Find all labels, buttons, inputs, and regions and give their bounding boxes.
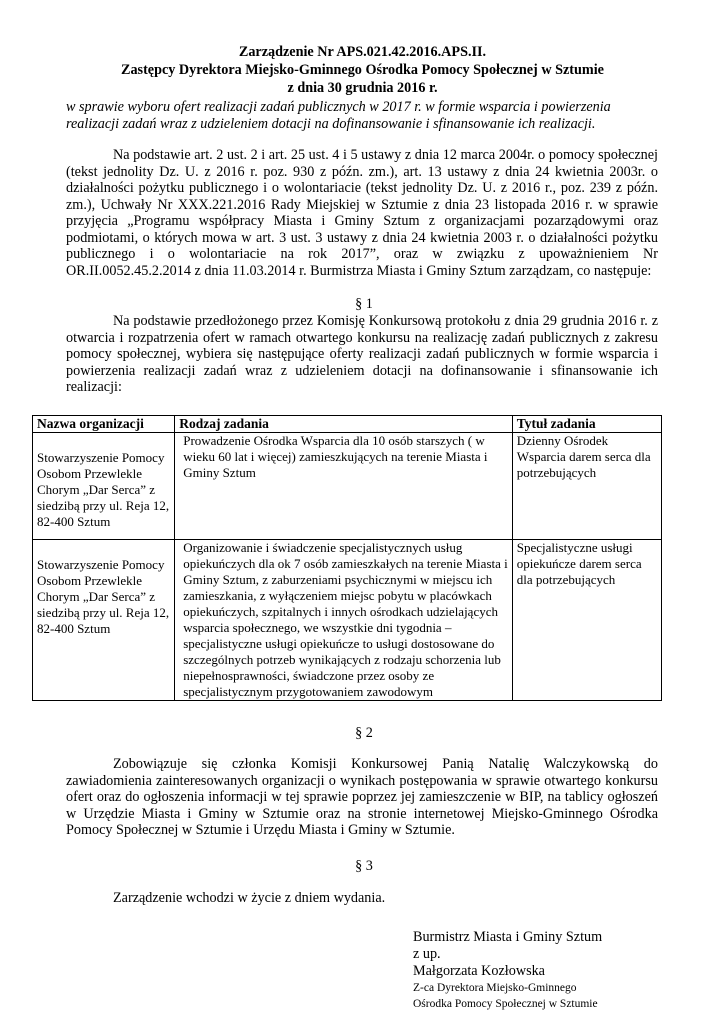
table-row xyxy=(33,540,662,701)
section-1-text: Na podstawie przedłożonego przez Komisję Konkursową protokołu z dnia 29 grudnia 2016 r. z otwarcia i rozpatrzenia ofert w ramach otwartego konkursu na realizację zadań publicznych z zakresu pomocy społecznej, wybiera się następujące oferty realizacji zadań publicznych w formie wsparcia i powierzenia realizacji zadań wraz z udzieleniem dotacji na dofinansowanie i sfinansowanie ich realizacji: xyxy=(66,313,658,395)
signature-authorization: z up. xyxy=(413,946,441,962)
task-type-cell: Prowadzenie Ośrodka Wsparcia dla 10 osób starszych ( w wieku 60 lat i więcej) zamieszkujących na terenie Miasta i Gminy Sztum xyxy=(175,433,513,540)
section-1-heading: § 1 xyxy=(355,296,373,312)
column-header-organization: Nazwa organizacji xyxy=(33,416,175,433)
signature-position: Z-ca Dyrektora Miejsko-Gminnego xyxy=(413,982,577,994)
section-3-text: Zarządzenie wchodzi w życie z dniem wydania. xyxy=(113,890,386,906)
task-title-cell: Dzienny Ośrodek Wsparcia darem serca dla potrzebujących xyxy=(512,433,661,540)
document-date: z dnia 30 grudnia 2016 r. xyxy=(287,80,438,96)
organization-cell: Stowarzyszenie Pomocy Osobom Przewlekle Chorym „Dar Serca” z siedzibą przy ul. Reja 12, 82-400 Sztum xyxy=(33,433,175,540)
column-header-task-type: Rodzaj zadania xyxy=(175,416,513,433)
section-2-heading: § 2 xyxy=(355,725,373,741)
organization-cell: Stowarzyszenie Pomocy Osobom Przewlekle Chorym „Dar Serca” z siedzibą przy ul. Reja 12, 82-400 Sztum xyxy=(33,540,175,701)
offers-table xyxy=(32,415,662,701)
legal-basis-paragraph: Na podstawie art. 2 ust. 2 i art. 25 ust. 4 i 5 ustawy z dnia 12 marca 2004r. o pomocy społecznej (tekst jednolity Dz. U. z 2016 r. poz. 930 z późn. zm.), art. 13 ustawy z dnia 24 kwietnia 2003r. o działalności pożytku publicznego i o wolontariacie (tekst jednolity Dz. U. z 2016 r., poz. 239 z późn. zm.), Uchwały Nr XXX.221.2016 Rady Miejskiej w Sztumie z dnia 23 listopada 2016 r. w sprawie przyjęcia „Programu współpracy Miasta i Gminy Sztum z organizacjami pozarządowymi oraz podmiotami, o których mowa w art. 3 ust. 3 ustawy z dnia 24 kwietnia 2003 r. o działalności pożytku publicznego i o wolontariacie na rok 2017”, oraz w związku z upoważnieniem Nr OR.II.0052.45.2.2014 z dnia 11.03.2014 r. Burmistrza Miasta i Gminy Sztum zarządzam, co następuje: xyxy=(66,147,658,279)
task-title-cell: Specjalistyczne usługi opiekuńcze darem serca dla potrzebujących xyxy=(512,540,661,701)
table-header-row xyxy=(33,416,662,433)
signature-mayor: Burmistrz Miasta i Gminy Sztum xyxy=(413,929,603,945)
signature-name: Małgorzata Kozłowska xyxy=(413,963,545,979)
task-type-cell: Organizowanie i świadczenie specjalistycznych usług opiekuńczych dla ok 7 osób zamieszkałych na terenie Miasta i Gminy Sztum, z zaburzeniami psychicznymi w miejscu ich zamieszkania, z wyłączeniem miejsc pobytu w placówkach opiekuńczych, szpitalnych i innych ośrodkach udzielających wsparcia społecznego, we wszystkie dni tygodnia – specjalistyczne usługi opiekuńcze to usługi dostosowane do szczególnych potrzeb wynikających z rodzaju schorzenia lub niepełnosprawności, świadczone przez osoby ze specjalistycznym przygotowaniem zawodowym xyxy=(175,540,513,701)
issuer-title: Zastępcy Dyrektora Miejsko-Gminnego Ośrodka Pomocy Społecznej w Sztumie xyxy=(121,62,604,78)
document-subject: w sprawie wyboru ofert realizacji zadań publicznych w 2017 r. w formie wsparcia i powierzenia realizacji zadań wraz z udzieleniem dotacji na dofinansowanie i sfinansowanie ich realizacji. xyxy=(66,99,611,132)
column-header-task-title: Tytuł zadania xyxy=(512,416,661,433)
signature-institution: Ośrodka Pomocy Społecznej w Sztumie xyxy=(413,998,598,1010)
table-row xyxy=(33,433,662,540)
section-3-heading: § 3 xyxy=(355,858,373,874)
section-2-text: Zobowiązuje się członka Komisji Konkursowej Panią Natalię Walczykowską do zawiadomienia zainteresowanych organizacji o wynikach postępowania w sprawie otwartego konkursu ofert oraz do ogłoszenia informacji w tej sprawie poprzez jej zamieszczenie w BIP, na tablicy ogłoszeń w Urzędzie Miasta i Gminy w Sztumie oraz na stronie internetowej Miejsko-Gminnego Ośrodka Pomocy Społecznej w Sztumie i Urzędu Miasta i Gminy w Sztumie. xyxy=(66,756,658,838)
document-number: Zarządzenie Nr APS.021.42.2016.APS.II. xyxy=(238,44,487,60)
